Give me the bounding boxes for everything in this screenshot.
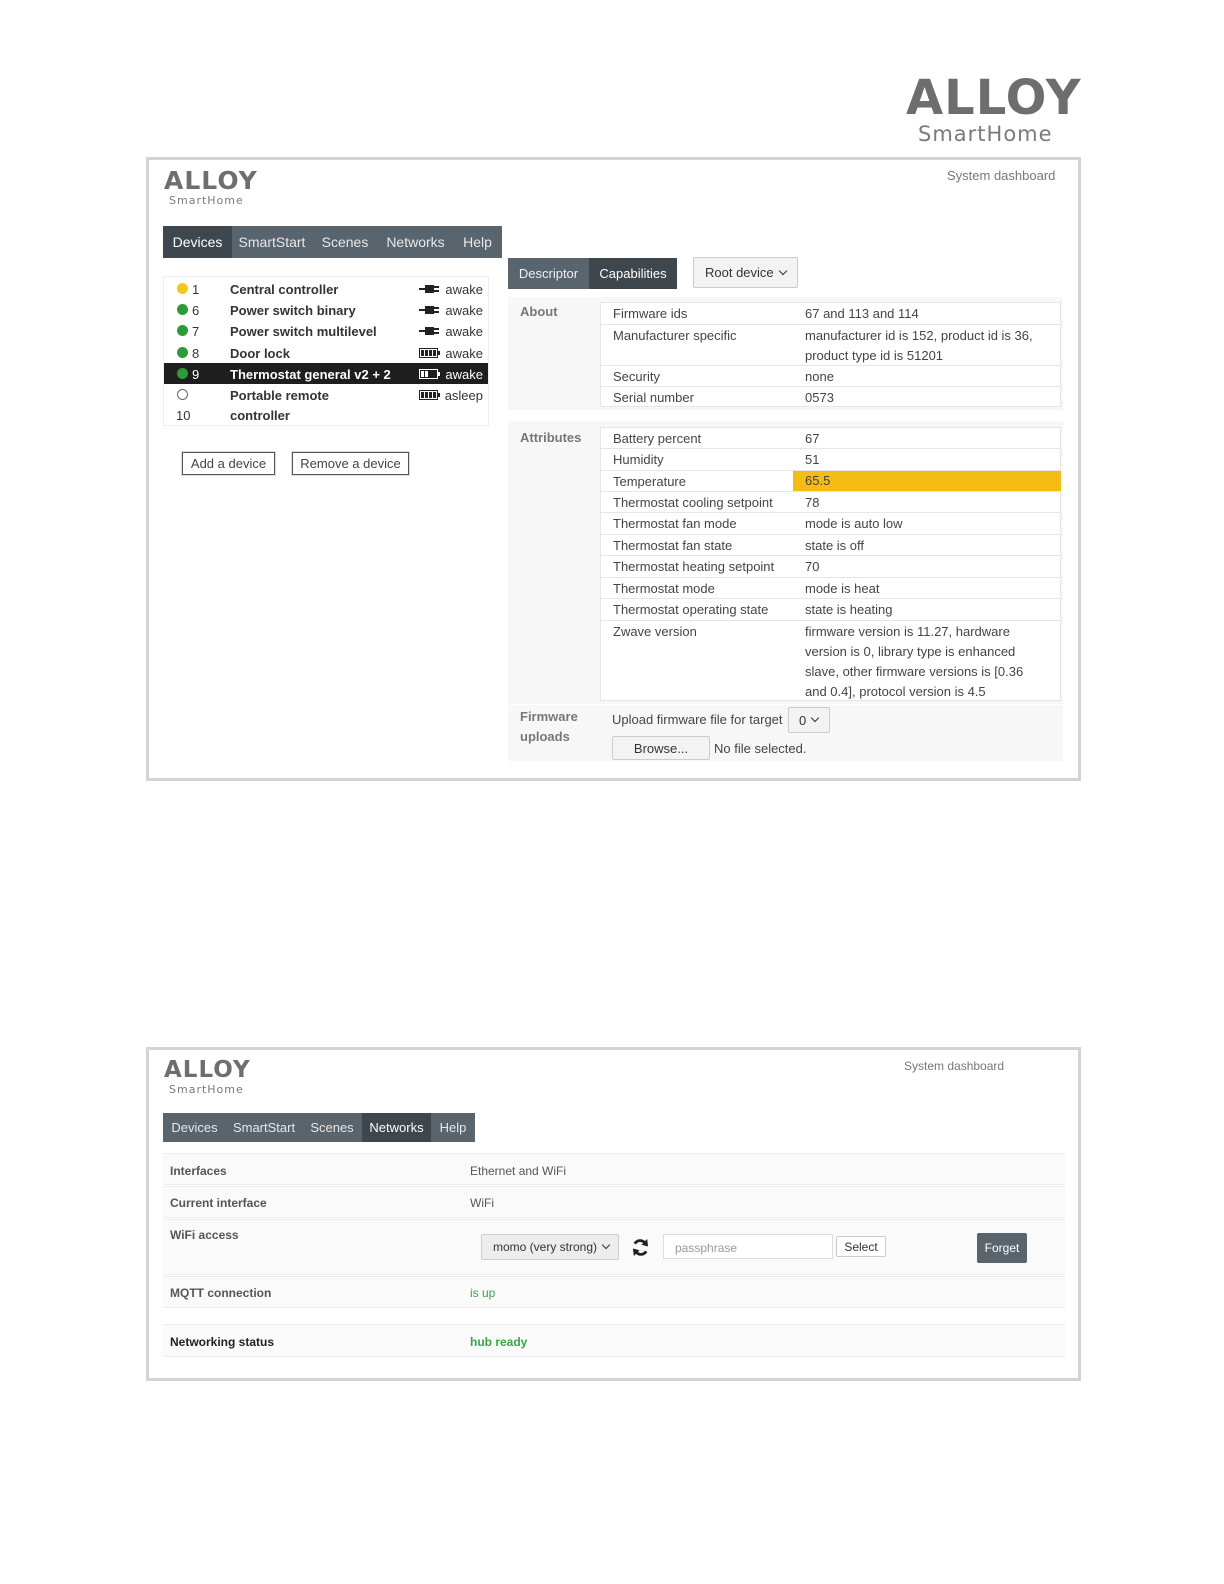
attribute-row (601, 513, 1060, 535)
browse-button[interactable]: Browse... (612, 736, 710, 760)
attribute-value: 51 (805, 452, 820, 467)
about-value: none (805, 369, 834, 384)
device-id: 10 (176, 408, 191, 423)
attributes-label: Attributes (520, 430, 582, 445)
mqtt-connection-value: is up (470, 1286, 496, 1300)
device-id: 6 (192, 303, 200, 318)
attribute-row (601, 599, 1060, 621)
device-id: 1 (192, 282, 200, 297)
attribute-key: Temperature (613, 474, 686, 489)
attribute-key: Thermostat operating state (613, 602, 769, 617)
status-indicator (177, 325, 188, 336)
tab-descriptor[interactable]: Descriptor (508, 258, 589, 289)
refresh-icon[interactable] (631, 1238, 650, 1257)
battery-full-icon (419, 348, 441, 358)
status-indicator (177, 368, 188, 379)
attribute-row (601, 556, 1060, 578)
device-id: 9 (192, 367, 200, 382)
firmware-label-continued: uploads (520, 729, 570, 744)
nav-tab-smartstart[interactable]: SmartStart (232, 1120, 296, 1135)
chevron-down-icon (778, 266, 786, 274)
no-file-text: No file selected. (714, 741, 807, 756)
plug-icon (419, 305, 441, 315)
nav-tab-scenes[interactable]: Scenes (321, 234, 369, 250)
about-value: 0573 (805, 390, 834, 405)
system-dashboard-link[interactable]: System dashboard (904, 1059, 1005, 1073)
select-network-button[interactable]: Select (836, 1236, 886, 1257)
device-status: awake (445, 303, 483, 318)
mqtt-connection-row (163, 1276, 1065, 1308)
attribute-row-highlighted (601, 471, 1060, 492)
forget-network-button[interactable]: Forget (977, 1233, 1027, 1263)
device-status: awake (445, 367, 483, 382)
status-indicator (177, 304, 188, 315)
networking-status-value: hub ready (470, 1335, 528, 1349)
attribute-row (601, 621, 1060, 701)
attribute-value: mode is auto low (805, 516, 903, 531)
attribute-key: Zwave version (613, 624, 697, 639)
about-row (601, 387, 1060, 407)
nav-tab-smartstart[interactable]: SmartStart (238, 234, 306, 250)
battery-full-icon (419, 390, 441, 400)
attribute-value: 78 (805, 495, 820, 510)
nav-tab-scenes[interactable]: Scenes (310, 1120, 354, 1135)
wifi-access-label: WiFi access (170, 1228, 239, 1242)
brand-logo-sub: SmartHome (918, 122, 1053, 146)
attribute-value: 67 (805, 431, 820, 446)
device-row-selected[interactable] (164, 363, 488, 384)
device-status: awake (445, 324, 483, 339)
attribute-value: state is off (805, 538, 865, 553)
device-name: Door lock (230, 346, 290, 361)
nav-tab-devices[interactable]: Devices (171, 1120, 218, 1135)
app-logo-sub: SmartHome (169, 194, 244, 207)
about-row (601, 303, 1060, 325)
remove-device-button[interactable]: Remove a device (292, 452, 409, 475)
firmware-label: Firmware (520, 709, 578, 724)
about-key: Firmware ids (613, 306, 688, 321)
attribute-key: Thermostat fan state (613, 538, 733, 553)
brand-logo: ALLOY (906, 70, 1082, 126)
interfaces-row (163, 1153, 1065, 1185)
chevron-down-icon (811, 714, 819, 722)
main-nav (163, 226, 502, 258)
interfaces-value: Ethernet and WiFi (470, 1164, 567, 1178)
app-logo: ALLOY (164, 1057, 251, 1083)
about-value: 67 and 113 and 114 (805, 306, 919, 321)
nav-tab-help[interactable]: Help (463, 234, 492, 250)
device-name: Portable remote (230, 388, 329, 403)
attributes-table (600, 427, 1061, 701)
attribute-key: Thermostat fan mode (613, 516, 737, 531)
app-logo: ALLOY (164, 166, 258, 195)
device-status: awake (445, 346, 483, 361)
tab-capabilities[interactable]: Capabilities (589, 258, 677, 289)
about-key: Manufacturer specific (613, 328, 737, 343)
current-interface-value: WiFi (470, 1196, 494, 1210)
attribute-row (601, 535, 1060, 556)
device-row[interactable] (164, 299, 488, 320)
about-row (601, 366, 1060, 387)
device-status: awake (445, 282, 483, 297)
mqtt-connection-label: MQTT connection (170, 1286, 272, 1300)
firmware-target-value: 0 (799, 712, 807, 728)
attribute-key: Thermostat heating setpoint (613, 559, 775, 574)
upload-firmware-text: Upload firmware file for target (612, 712, 783, 727)
interfaces-label: Interfaces (170, 1164, 227, 1178)
device-row[interactable] (164, 384, 488, 424)
detail-tabs (508, 258, 677, 289)
attribute-key: Thermostat mode (613, 581, 715, 596)
attribute-row (601, 492, 1060, 513)
plug-icon (419, 284, 441, 294)
about-table (600, 302, 1061, 407)
current-interface-label: Current interface (170, 1196, 267, 1210)
attribute-key: Humidity (613, 452, 664, 467)
device-name: Power switch multilevel (230, 324, 377, 339)
networking-status-label: Networking status (170, 1335, 275, 1349)
wifi-network-value: momo (very strong) (493, 1240, 598, 1254)
attribute-value: state is heating (805, 602, 893, 617)
device-name-continued: controller (230, 408, 290, 423)
status-indicator (177, 347, 188, 358)
about-key: Serial number (613, 390, 694, 405)
passphrase-input[interactable]: passphrase (663, 1234, 833, 1259)
device-row[interactable] (164, 278, 488, 299)
status-indicator (177, 283, 188, 294)
device-id: 8 (192, 346, 200, 361)
main-nav (163, 1113, 475, 1142)
attribute-key: Thermostat cooling setpoint (613, 495, 773, 510)
attribute-value: mode is heat (805, 581, 880, 596)
nav-tab-networks[interactable]: Networks (386, 234, 445, 250)
device-id: 7 (192, 324, 200, 339)
nav-tab-help[interactable]: Help (439, 1120, 467, 1135)
status-indicator (177, 389, 188, 400)
current-interface-row (163, 1186, 1065, 1218)
about-value: manufacturer id is 152, product id is 36, product type id is 51201 (805, 328, 1033, 363)
chevron-down-icon (602, 1241, 610, 1249)
add-device-button[interactable]: Add a device (182, 452, 275, 475)
attribute-key: Battery percent (613, 431, 702, 446)
networking-status-row (163, 1324, 1065, 1357)
system-dashboard-link[interactable]: System dashboard (947, 168, 1056, 183)
attribute-value: 65.5 (793, 471, 1061, 491)
attribute-row (601, 578, 1060, 599)
firmware-target-select[interactable] (788, 707, 830, 733)
nav-tab-networks[interactable]: Networks (362, 1113, 431, 1142)
attribute-value: 70 (805, 559, 820, 574)
plug-icon (419, 326, 441, 336)
endpoint-select-value: Root device (705, 265, 774, 280)
about-label: About (520, 304, 558, 319)
about-key: Security (613, 369, 660, 384)
device-list (163, 276, 489, 426)
wifi-network-select[interactable] (481, 1234, 619, 1260)
attribute-value: firmware version is 11.27, hardware version is 0, library type is enhanced slave, other firmware versions is [0.36 and 0.4], protocol version is 4.5 (805, 624, 1024, 699)
nav-tab-devices[interactable]: Devices (163, 226, 232, 258)
attribute-row (601, 428, 1060, 449)
device-row[interactable] (164, 320, 488, 341)
device-name: Power switch binary (230, 303, 356, 318)
app-logo-sub: SmartHome (169, 1083, 244, 1096)
about-row (601, 325, 1060, 366)
battery-half-icon (419, 369, 441, 379)
device-row[interactable] (164, 342, 488, 363)
device-status: asleep (444, 388, 483, 403)
endpoint-select[interactable] (693, 257, 798, 288)
attribute-row (601, 449, 1060, 471)
device-name: Central controller (230, 282, 339, 297)
device-name: Thermostat general v2 + 2 (230, 367, 391, 382)
